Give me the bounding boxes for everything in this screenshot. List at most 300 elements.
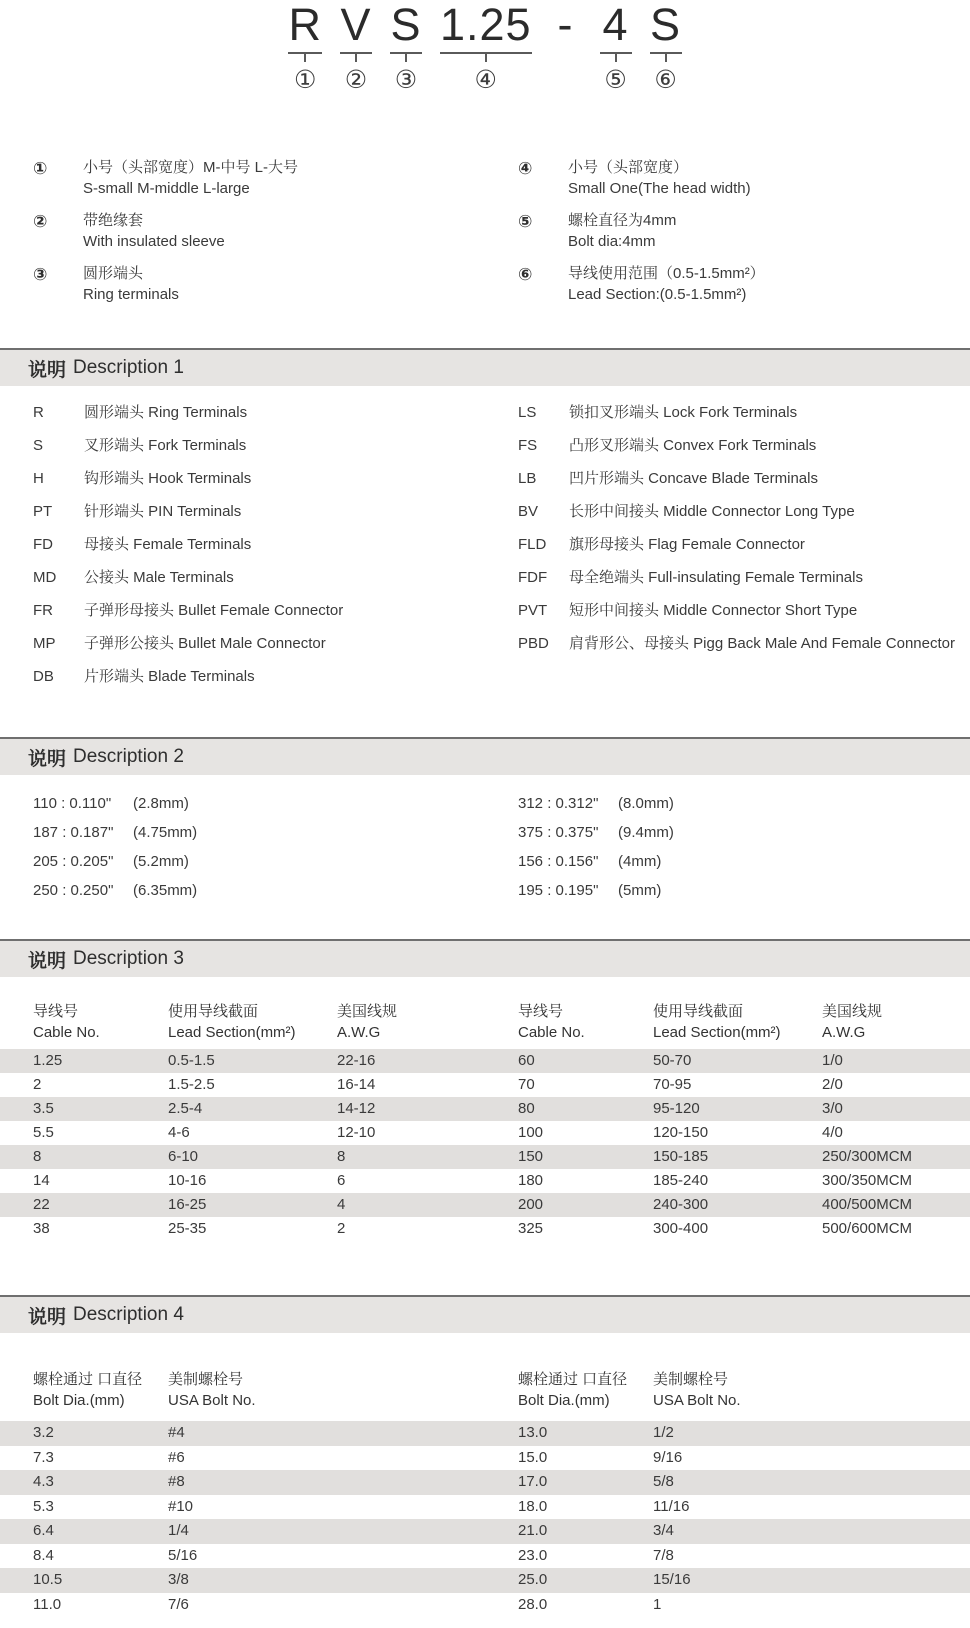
size-mm: (8.0mm)	[618, 795, 674, 812]
column-header-zh: 美制螺栓号	[653, 1371, 729, 1388]
bolt-dia-cell: 5.3	[33, 1497, 54, 1515]
size-code-row	[518, 882, 970, 900]
model-code-group	[340, 2, 372, 95]
usa-bolt-no-cell: 1/2	[653, 1424, 674, 1441]
terminal-code: H	[33, 470, 44, 487]
lead-section-cell: 0.5-1.5	[168, 1052, 215, 1069]
cable-no-cell: 180	[518, 1172, 544, 1189]
column-header-en: Bolt Dia.(mm)	[518, 1392, 610, 1409]
lead-section-cell: 16-25	[168, 1196, 207, 1213]
column-header-zh: 螺栓通过 口直径	[33, 1371, 143, 1388]
column-header	[168, 1369, 256, 1411]
usa-bolt-no-cell: 11/16	[653, 1497, 690, 1515]
circled-number: ④	[518, 159, 533, 179]
legend-text	[83, 210, 225, 252]
table-row	[0, 1217, 485, 1241]
terminal-desc: 凹片形端头 Concave Blade Terminals	[569, 470, 818, 487]
legend-column-left	[0, 157, 485, 316]
cable-no-cell: 200	[518, 1196, 544, 1213]
table-row	[485, 1519, 970, 1544]
model-code-char: -	[557, 0, 574, 50]
cable-no-cell: 60	[518, 1052, 535, 1069]
bolt-dia-cell: 28.0	[518, 1595, 548, 1613]
table-row	[485, 1593, 970, 1618]
terminal-desc: 旗形母接头 Flag Female Connector	[569, 536, 805, 553]
terminal-code-row	[518, 602, 970, 620]
underline-tick-icon	[600, 52, 632, 63]
legend-column-right	[485, 157, 970, 316]
table-row	[485, 1446, 970, 1471]
legend-text	[83, 263, 179, 305]
legend-text-zh: 带绝缘套	[83, 212, 144, 229]
underline-tick-icon	[340, 52, 372, 63]
column-header-en: A.W.G	[822, 1024, 866, 1041]
lead-section-cell: 4-6	[168, 1124, 190, 1141]
terminal-code: LB	[518, 470, 537, 487]
column-header	[337, 1001, 397, 1043]
awg-cell: 2/0	[822, 1076, 843, 1093]
table-row	[0, 1097, 485, 1121]
bolt-table-header-right	[485, 1333, 970, 1421]
bolt-dia-cell: 21.0	[518, 1522, 548, 1539]
section-description-1	[0, 348, 970, 701]
cable-no-cell: 325	[518, 1220, 544, 1237]
column-header-en: USA Bolt No.	[168, 1392, 256, 1409]
model-code-char: S	[390, 0, 422, 50]
section-title-en: Description 3	[73, 948, 184, 969]
usa-bolt-no-cell: 1	[653, 1595, 662, 1613]
table-row	[485, 1421, 970, 1446]
awg-cell: 4/0	[822, 1124, 843, 1141]
terminal-code-row	[518, 470, 970, 488]
cable-no-cell: 38	[33, 1220, 50, 1237]
terminal-code: S	[33, 437, 44, 454]
terminal-code: FD	[33, 536, 53, 553]
model-code	[0, 2, 970, 95]
lead-section-cell: 2.5-4	[168, 1100, 203, 1117]
terminal-desc: 长形中间接头 Middle Connector Long Type	[569, 503, 855, 520]
lead-section-cell: 95-120	[653, 1100, 700, 1117]
cable-table-headers	[0, 977, 970, 1049]
terminal-code-column-right	[485, 404, 970, 701]
circled-number: ④	[474, 65, 497, 94]
terminal-code: PT	[33, 503, 53, 520]
bolt-dia-cell: 6.4	[33, 1522, 54, 1539]
awg-cell: 300/350MCM	[822, 1172, 913, 1189]
cable-no-cell: 8	[33, 1148, 42, 1165]
terminal-code-row	[33, 437, 485, 455]
table-row	[485, 1169, 970, 1193]
section-header	[0, 939, 970, 977]
table-row	[0, 1121, 485, 1145]
section-title-zh: 说明	[28, 748, 67, 770]
section-description-3	[0, 939, 970, 1241]
legend-item	[518, 210, 970, 252]
column-headers	[485, 1001, 970, 1043]
table-row	[485, 1145, 970, 1169]
section-title-zh: 说明	[28, 950, 67, 972]
table-row	[485, 1097, 970, 1121]
bolt-dia-cell: 11.0	[33, 1595, 62, 1613]
legend-text	[568, 263, 765, 305]
table-row	[485, 1495, 970, 1520]
column-header-zh: 美制螺栓号	[168, 1371, 244, 1388]
bolt-table-header-left	[0, 1333, 485, 1421]
terminal-code-row	[33, 470, 485, 488]
terminal-desc: 片形端头 Blade Terminals	[84, 668, 255, 685]
cable-no-cell: 100	[518, 1124, 544, 1141]
column-headers	[0, 1001, 485, 1043]
terminal-code: MD	[33, 569, 57, 586]
legend-item	[518, 263, 970, 305]
terminal-desc: 锁扣叉形端头 Lock Fork Terminals	[569, 404, 798, 421]
bolt-table	[0, 1421, 970, 1617]
circled-number: ③	[394, 65, 418, 94]
model-code-char: 1.25	[439, 0, 532, 50]
column-header	[33, 1369, 168, 1411]
terminal-desc: 叉形端头 Fork Terminals	[84, 437, 247, 454]
column-header	[168, 1001, 337, 1043]
terminal-code: FR	[33, 602, 53, 619]
legend-text-zh: 小号（头部宽度）	[568, 159, 689, 176]
section-header	[0, 737, 970, 775]
cable-no-cell: 2	[33, 1076, 42, 1093]
awg-cell: 8	[337, 1148, 346, 1165]
awg-cell: 4	[337, 1196, 346, 1213]
table-row	[0, 1446, 485, 1471]
table-row	[0, 1169, 485, 1193]
usa-bolt-no-cell: 5/16	[168, 1546, 198, 1564]
table-row	[485, 1073, 970, 1097]
terminal-code-row	[33, 668, 485, 686]
terminal-code-row	[33, 569, 485, 587]
size-code: 187 : 0.187"	[33, 824, 114, 841]
size-code: 312 : 0.312"	[518, 795, 599, 812]
table-row	[485, 1544, 970, 1569]
lead-section-cell: 300-400	[653, 1220, 709, 1237]
terminal-code: FLD	[518, 536, 547, 553]
usa-bolt-no-cell: 7/8	[653, 1546, 674, 1564]
awg-cell: 14-12	[337, 1100, 376, 1117]
model-code-header	[0, 0, 970, 95]
terminal-desc: 肩背形公、母接头 Pigg Back Male And Female Connector	[569, 635, 955, 652]
terminal-code: DB	[33, 668, 54, 685]
circled-number: ②	[344, 65, 368, 94]
lead-section-cell: 185-240	[653, 1172, 709, 1189]
terminal-code-list	[0, 386, 970, 701]
awg-cell: 1/0	[822, 1052, 843, 1069]
section-title-zh: 说明	[28, 359, 67, 381]
column-header	[653, 1001, 822, 1043]
column-header	[518, 1369, 653, 1411]
cable-no-cell: 150	[518, 1148, 544, 1165]
cable-no-cell: 3.5	[33, 1100, 54, 1117]
size-mm: (4mm)	[618, 853, 662, 870]
model-code-char: R	[288, 0, 322, 50]
table-row	[485, 1049, 970, 1073]
terminal-code-row	[518, 404, 970, 422]
bolt-dia-cell: 25.0	[518, 1571, 548, 1588]
usa-bolt-no-cell: 9/16	[653, 1448, 683, 1466]
column-headers	[485, 1369, 970, 1411]
size-mm: (5mm)	[618, 882, 662, 899]
bolt-dia-cell: 23.0	[518, 1546, 548, 1564]
terminal-code-row	[518, 536, 970, 554]
terminal-desc: 针形端头 PIN Terminals	[84, 503, 242, 520]
size-code-column-right	[485, 795, 970, 911]
legend-text-zh: 螺栓直径为4mm	[568, 212, 677, 229]
terminal-code-row	[518, 503, 970, 521]
size-mm: (6.35mm)	[133, 882, 198, 899]
lead-section-cell: 10-16	[168, 1172, 207, 1189]
circled-number: ⑤	[604, 65, 627, 94]
circled-number: ②	[33, 212, 48, 232]
table-row	[485, 1470, 970, 1495]
column-header-en: Cable No.	[33, 1024, 100, 1041]
column-header-zh: 使用导线截面	[653, 1003, 744, 1020]
terminal-desc: 钩形端头 Hook Terminals	[84, 470, 252, 487]
usa-bolt-no-cell: #10	[168, 1497, 194, 1515]
underline-tick-icon	[440, 52, 532, 63]
model-code-group	[288, 2, 322, 95]
legend-text	[568, 210, 676, 252]
awg-cell: 22-16	[337, 1052, 376, 1069]
terminal-desc: 母全绝端头 Full-insulating Female Terminals	[569, 569, 863, 586]
legend-text-zh: 圆形端头	[83, 265, 144, 282]
terminal-code: FDF	[518, 569, 548, 586]
lead-section-cell: 120-150	[653, 1124, 709, 1141]
size-mm: (5.2mm)	[133, 853, 189, 870]
terminal-code-row	[518, 437, 970, 455]
bolt-dia-cell: 10.5	[33, 1571, 63, 1588]
column-headers	[0, 1369, 485, 1411]
usa-bolt-no-cell: #8	[168, 1473, 185, 1490]
size-code-list	[0, 775, 970, 911]
awg-cell: 16-14	[337, 1076, 376, 1093]
column-header-zh: 螺栓通过 口直径	[518, 1371, 628, 1388]
size-code-row	[518, 853, 970, 871]
bolt-dia-cell: 4.3	[33, 1473, 54, 1490]
table-row	[485, 1121, 970, 1145]
legend-text	[568, 157, 751, 199]
section-header	[0, 348, 970, 386]
bolt-dia-cell: 8.4	[33, 1546, 54, 1564]
column-header-en: Lead Section(mm²)	[653, 1024, 781, 1041]
size-mm: (9.4mm)	[618, 824, 674, 841]
cable-no-cell: 1.25	[33, 1052, 63, 1069]
legend-text-en: Ring terminals	[83, 286, 179, 303]
terminal-code: MP	[33, 635, 56, 652]
underline-tick-icon	[390, 52, 422, 63]
usa-bolt-no-cell: 3/8	[168, 1571, 189, 1588]
table-row	[485, 1193, 970, 1217]
legend-item	[33, 157, 485, 199]
size-code: 110 : 0.110"	[33, 795, 112, 812]
usa-bolt-no-cell: 1/4	[168, 1522, 189, 1539]
column-header	[33, 1001, 168, 1043]
terminal-code: FS	[518, 437, 538, 454]
legend	[0, 157, 970, 316]
size-code: 195 : 0.195"	[518, 882, 599, 899]
awg-cell: 400/500MCM	[822, 1196, 913, 1213]
bolt-dia-cell: 3.2	[33, 1424, 54, 1441]
bolt-dia-cell: 18.0	[518, 1497, 548, 1515]
model-code-group	[550, 2, 582, 95]
column-header-en: Bolt Dia.(mm)	[33, 1392, 125, 1409]
circled-number: ⑤	[518, 212, 533, 232]
column-header	[822, 1001, 882, 1043]
legend-item	[33, 263, 485, 305]
table-row	[0, 1568, 485, 1593]
size-code-row	[33, 824, 485, 842]
size-code-row	[33, 795, 485, 813]
lead-section-cell: 50-70	[653, 1052, 692, 1069]
awg-cell: 2	[337, 1220, 346, 1237]
model-code-group	[390, 2, 422, 95]
legend-text-zh: 导线使用范围（0.5-1.5mm²）	[568, 265, 765, 282]
bolt-table-right	[485, 1421, 970, 1617]
usa-bolt-no-cell: #4	[168, 1424, 185, 1441]
table-row	[0, 1421, 485, 1446]
column-header	[653, 1369, 741, 1411]
usa-bolt-no-cell: 15/16	[653, 1571, 691, 1588]
size-code-row	[518, 795, 970, 813]
section-title-en: Description 2	[73, 746, 184, 767]
cable-table	[0, 1049, 970, 1241]
cable-no-cell: 70	[518, 1076, 535, 1093]
model-code-char: S	[650, 0, 682, 50]
column-header-zh: 导线号	[518, 1003, 564, 1020]
terminal-desc: 短形中间接头 Middle Connector Short Type	[569, 602, 858, 619]
size-mm: (2.8mm)	[133, 795, 189, 812]
awg-cell: 12-10	[337, 1124, 376, 1141]
column-header-en: Lead Section(mm²)	[168, 1024, 296, 1041]
awg-cell: 500/600MCM	[822, 1220, 913, 1237]
lead-section-cell: 25-35	[168, 1220, 207, 1237]
model-code-char: V	[340, 0, 372, 50]
table-row	[0, 1073, 485, 1097]
lead-section-cell: 240-300	[653, 1196, 709, 1213]
terminal-code: PBD	[518, 635, 549, 652]
terminal-code: LS	[518, 404, 537, 421]
table-row	[0, 1145, 485, 1169]
section-header	[0, 1295, 970, 1333]
column-header-en: Cable No.	[518, 1024, 585, 1041]
legend-text-en: S-small M-middle L-large	[83, 180, 250, 197]
usa-bolt-no-cell: 5/8	[653, 1473, 674, 1490]
lead-section-cell: 6-10	[168, 1148, 199, 1165]
terminal-desc: 子弹形母接头 Bullet Female Connector	[84, 602, 344, 619]
section-description-2	[0, 737, 970, 911]
size-code: 250 : 0.250"	[33, 882, 114, 899]
size-code-row	[33, 882, 485, 900]
cable-table-right	[485, 1049, 970, 1241]
column-header-en: USA Bolt No.	[653, 1392, 741, 1409]
section-title-zh: 说明	[28, 1306, 67, 1328]
size-code-row	[33, 853, 485, 871]
table-row	[485, 1217, 970, 1241]
table-row	[0, 1495, 485, 1520]
bolt-dia-cell: 17.0	[518, 1473, 548, 1490]
bolt-dia-cell: 7.3	[33, 1448, 54, 1466]
awg-cell: 3/0	[822, 1100, 843, 1117]
terminal-code-row	[33, 536, 485, 554]
legend-text-en: Bolt dia:4mm	[568, 233, 656, 250]
size-mm: (4.75mm)	[133, 824, 198, 841]
column-header-en: A.W.G	[337, 1024, 381, 1041]
legend-text-en: With insulated sleeve	[83, 233, 225, 250]
usa-bolt-no-cell: 3/4	[653, 1522, 674, 1539]
cable-no-cell: 5.5	[33, 1124, 54, 1141]
column-header-zh: 使用导线截面	[168, 1003, 259, 1020]
terminal-desc: 公接头 Male Terminals	[84, 569, 234, 586]
legend-text-zh: 小号（头部宽度）M-中号 L-大号	[83, 159, 298, 176]
terminal-code-row	[518, 569, 970, 587]
legend-text-en: Lead Section:(0.5-1.5mm²)	[568, 286, 747, 303]
size-code: 205 : 0.205"	[33, 853, 114, 870]
model-code-char: 4	[602, 0, 629, 50]
lead-section-cell: 1.5-2.5	[168, 1076, 215, 1093]
lead-section-cell: 150-185	[653, 1148, 709, 1165]
bolt-dia-cell: 15.0	[518, 1448, 548, 1466]
table-row	[0, 1519, 485, 1544]
circled-number: ⑥	[654, 65, 677, 94]
model-code-group	[440, 2, 532, 95]
circled-number: ①	[33, 159, 48, 179]
terminal-code: R	[33, 404, 44, 421]
cable-table-left	[0, 1049, 485, 1241]
table-row	[0, 1593, 485, 1618]
size-code: 156 : 0.156"	[518, 853, 599, 870]
usa-bolt-no-cell: #6	[168, 1448, 185, 1466]
column-header-zh: 美国线规	[822, 1003, 883, 1020]
circled-number: ③	[33, 265, 48, 285]
terminal-desc: 凸形叉形端头 Convex Fork Terminals	[569, 437, 817, 454]
terminal-code-row	[33, 503, 485, 521]
terminal-code-row	[33, 404, 485, 422]
terminal-desc: 母接头 Female Terminals	[84, 536, 252, 553]
size-code-row	[518, 824, 970, 842]
underline-tick-icon	[288, 52, 322, 63]
column-header	[518, 1001, 653, 1043]
table-row	[0, 1049, 485, 1073]
terminal-code: BV	[518, 503, 539, 520]
awg-cell: 6	[337, 1172, 346, 1189]
terminal-code-column-left	[0, 404, 485, 701]
terminal-code-row	[518, 635, 970, 653]
column-header-zh: 美国线规	[337, 1003, 398, 1020]
size-code: 375 : 0.375"	[518, 824, 599, 841]
terminal-code: PVT	[518, 602, 548, 619]
awg-cell: 250/300MCM	[822, 1148, 913, 1165]
circled-number: ①	[293, 65, 317, 94]
lead-section-cell: 70-95	[653, 1076, 692, 1093]
cable-no-cell: 80	[518, 1100, 535, 1117]
table-row	[485, 1568, 970, 1593]
terminal-desc: 子弹形公接头 Bullet Male Connector	[84, 635, 326, 652]
usa-bolt-no-cell: 7/6	[168, 1595, 189, 1613]
legend-text-en: Small One(The head width)	[568, 180, 751, 197]
terminal-code-row	[33, 635, 485, 653]
cable-no-cell: 14	[33, 1172, 50, 1189]
circled-number: ⑥	[518, 265, 533, 285]
cable-table-header-left	[0, 977, 485, 1049]
terminal-code-row	[33, 602, 485, 620]
table-row	[0, 1470, 485, 1495]
cable-table-header-right	[485, 977, 970, 1049]
bolt-table-headers	[0, 1333, 970, 1421]
table-row	[0, 1193, 485, 1217]
